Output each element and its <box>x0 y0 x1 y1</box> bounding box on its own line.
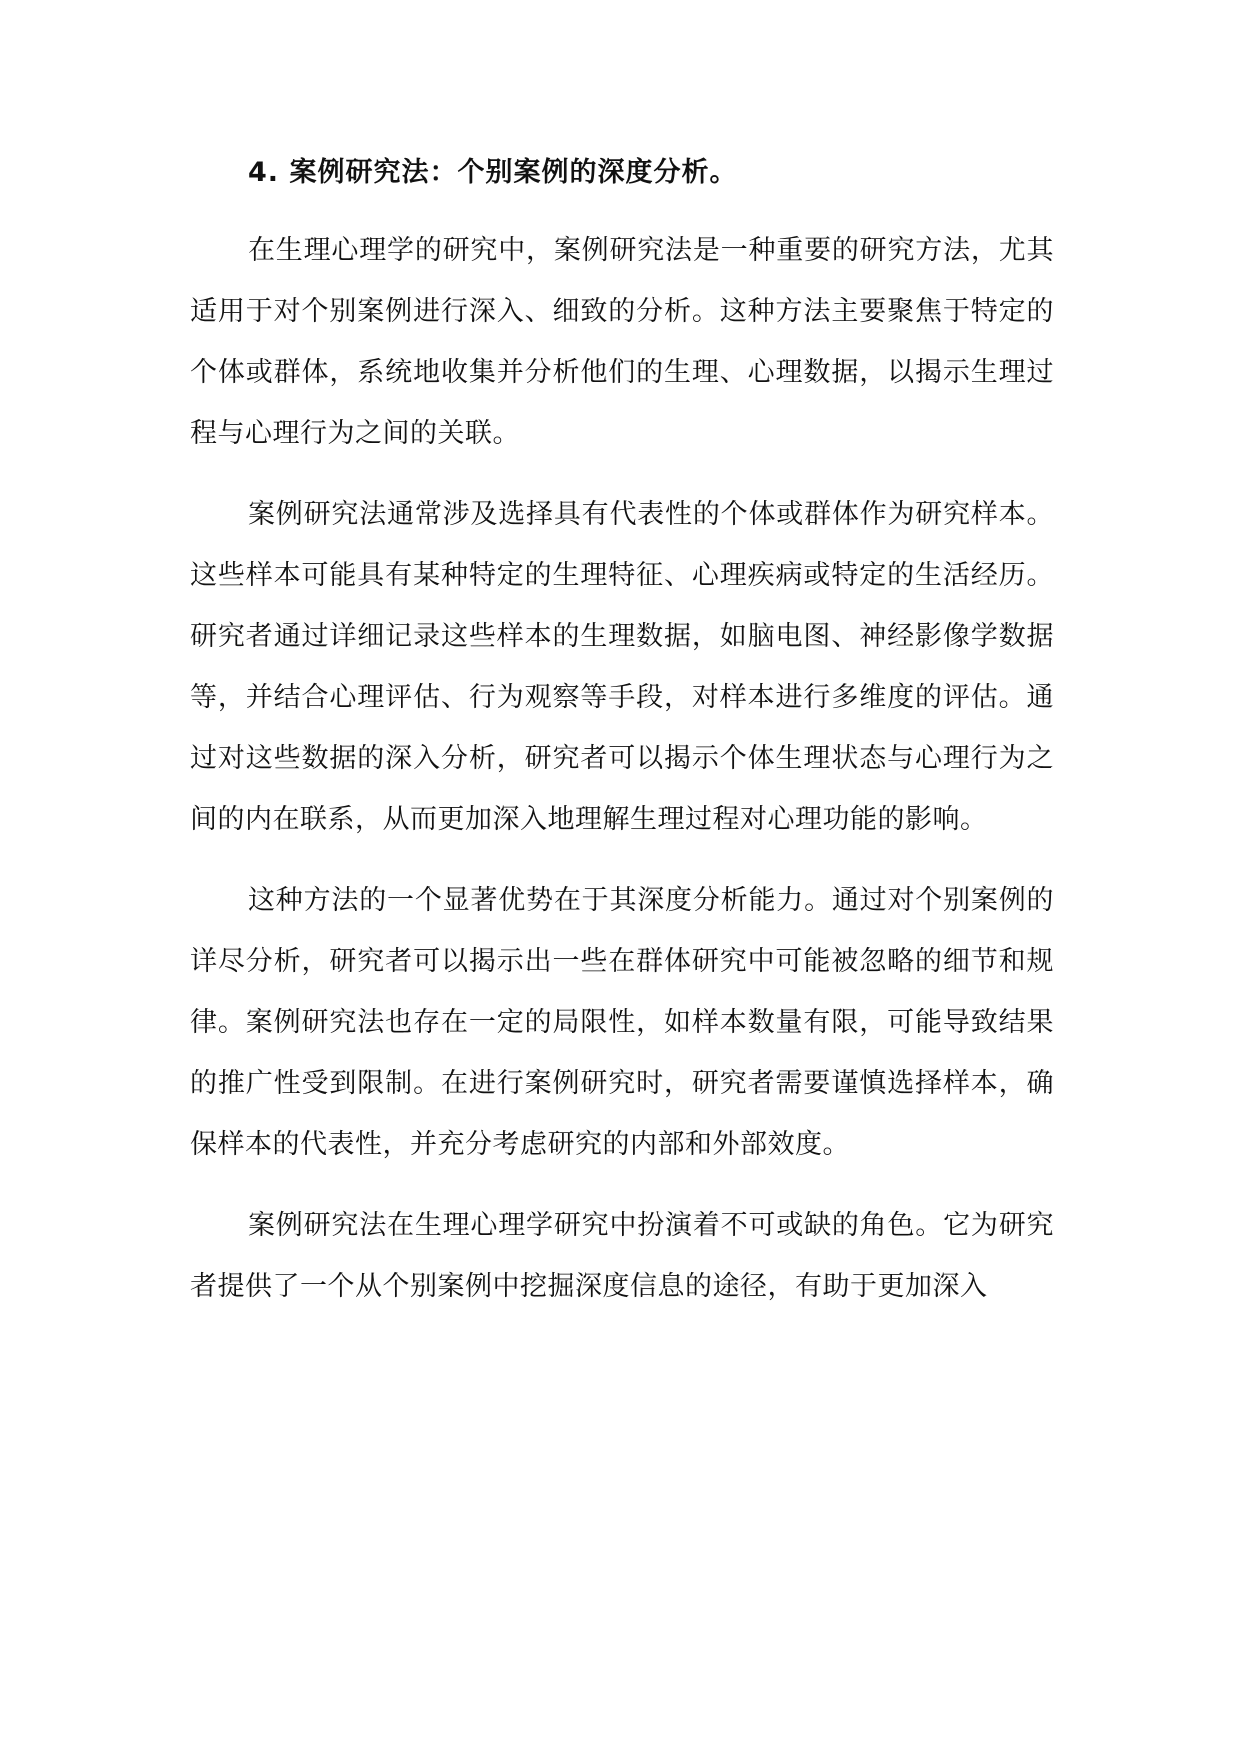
paragraph-4: 案例研究法在生理心理学研究中扮演着不可或缺的角色。它为研究者提供了一个从个别案例中挖掘深度信息的途径，有助于更加深入 <box>190 1210 1054 1302</box>
paragraph-3: 这种方法的一个显著优势在于其深度分析能力。通过对个别案例的详尽分析，研究者可以揭示出一些在群体研究中可能被忽略的细节和规律。案例研究法也存在一定的局限性，如样本数量有限，可能导致结果的推广性受到限制。在进行案例研究时，研究者需要谨慎选择样本，确保样本的代表性，并充分考虑研究的内部和外部效度。 <box>190 885 1054 1160</box>
section-heading: 4. 案例研究法：个别案例的深度分析。 <box>248 157 738 188</box>
paragraph-2: 案例研究法通常涉及选择具有代表性的个体或群体作为研究样本。这些样本可能具有某种特定的生理特征、心理疾病或特定的生活经历。研究者通过详细记录这些样本的生理数据，如脑电图、神经影像学数据等，并结合心理评估、行为观察等手段，对样本进行多维度的评估。通过对这些数据的深入分析，研究者可以揭示个体生理状态与心理行为之间的内在联系，从而更加深入地理解生理过程对心理功能的影响。 <box>190 499 1054 835</box>
document-body <box>190 148 1054 1337</box>
paragraph-1: 在生理心理学的研究中，案例研究法是一种重要的研究方法，尤其适用于对个别案例进行深入、细致的分析。这种方法主要聚焦于特定的个体或群体，系统地收集并分析他们的生理、心理数据，以揭示生理过程与心理行为之间的关联。 <box>190 235 1054 449</box>
